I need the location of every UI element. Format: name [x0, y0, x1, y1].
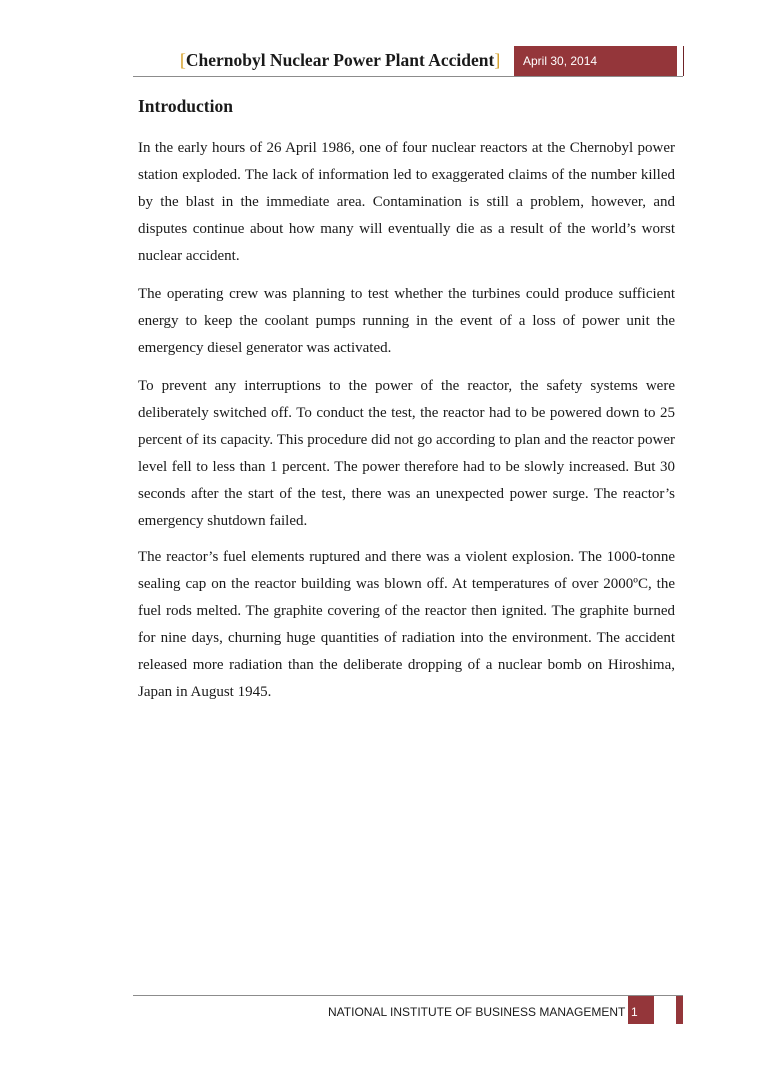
- footer-institution: NATIONAL INSTITUTE OF BUSINESS MANAGEMENT: [328, 1005, 626, 1019]
- paragraph-4: The reactor’s fuel elements ruptured and there was a violent explosion. The 1000-tonne sealing cap on the reactor building was blown off. At temperatures of over 2000ºC, the fuel rods melted. The graphite covering of the reactor then ignited. The graphite burned for nine days, churning huge quantities of radiation into the environment. The accident released more radiation than the deliberate dropping of a nuclear bomb on Hiroshima, Japan in August 1945.: [138, 549, 675, 700]
- document-title: [180, 50, 500, 71]
- paragraph-3: To prevent any interruptions to the power of the reactor, the safety systems were deliberately switched off. To conduct the test, the reactor had to be powered down to 25 percent of its capacity. This procedure did not go according to plan and the reactor power level fell to less than 1 percent. The power therefore had to be slowly increased. But 30 seconds after the start of the test, there was an unexpected power surge. The reactor’s emergency shutdown failed.: [138, 378, 675, 529]
- header-date: April 30, 2014: [523, 54, 598, 68]
- document-title-text: Chernobyl Nuclear Power Plant Accident: [185, 50, 495, 70]
- header-date-box: [514, 46, 684, 76]
- section-heading: Introduction: [138, 96, 233, 116]
- header-date-box-edge: [676, 46, 683, 76]
- title-open-bracket: [: [180, 50, 186, 70]
- paragraph-2: The operating crew was planning to test whether the turbines could produce sufficient energy to keep the coolant pumps running in the event of a loss of power unit the emergency diesel generator was activated.: [138, 286, 675, 356]
- title-close-bracket: ]: [494, 50, 501, 70]
- page-number-edge: [676, 996, 683, 1024]
- page-number-box: [628, 996, 683, 1024]
- paragraph-1: In the early hours of 26 April 1986, one of four nuclear reactors at the Chernobyl power station exploded. The lack of information led to exaggerated claims of the number killed by the blast in the immediate area. Contamination is still a problem, however, and disputes continue about how many will eventually die as a result of the world’s worst nuclear accident.: [138, 140, 675, 264]
- page-number: 1: [631, 1005, 638, 1019]
- page-header: [133, 46, 683, 77]
- page-footer: [133, 995, 683, 1026]
- page-number-gap: [654, 996, 676, 1024]
